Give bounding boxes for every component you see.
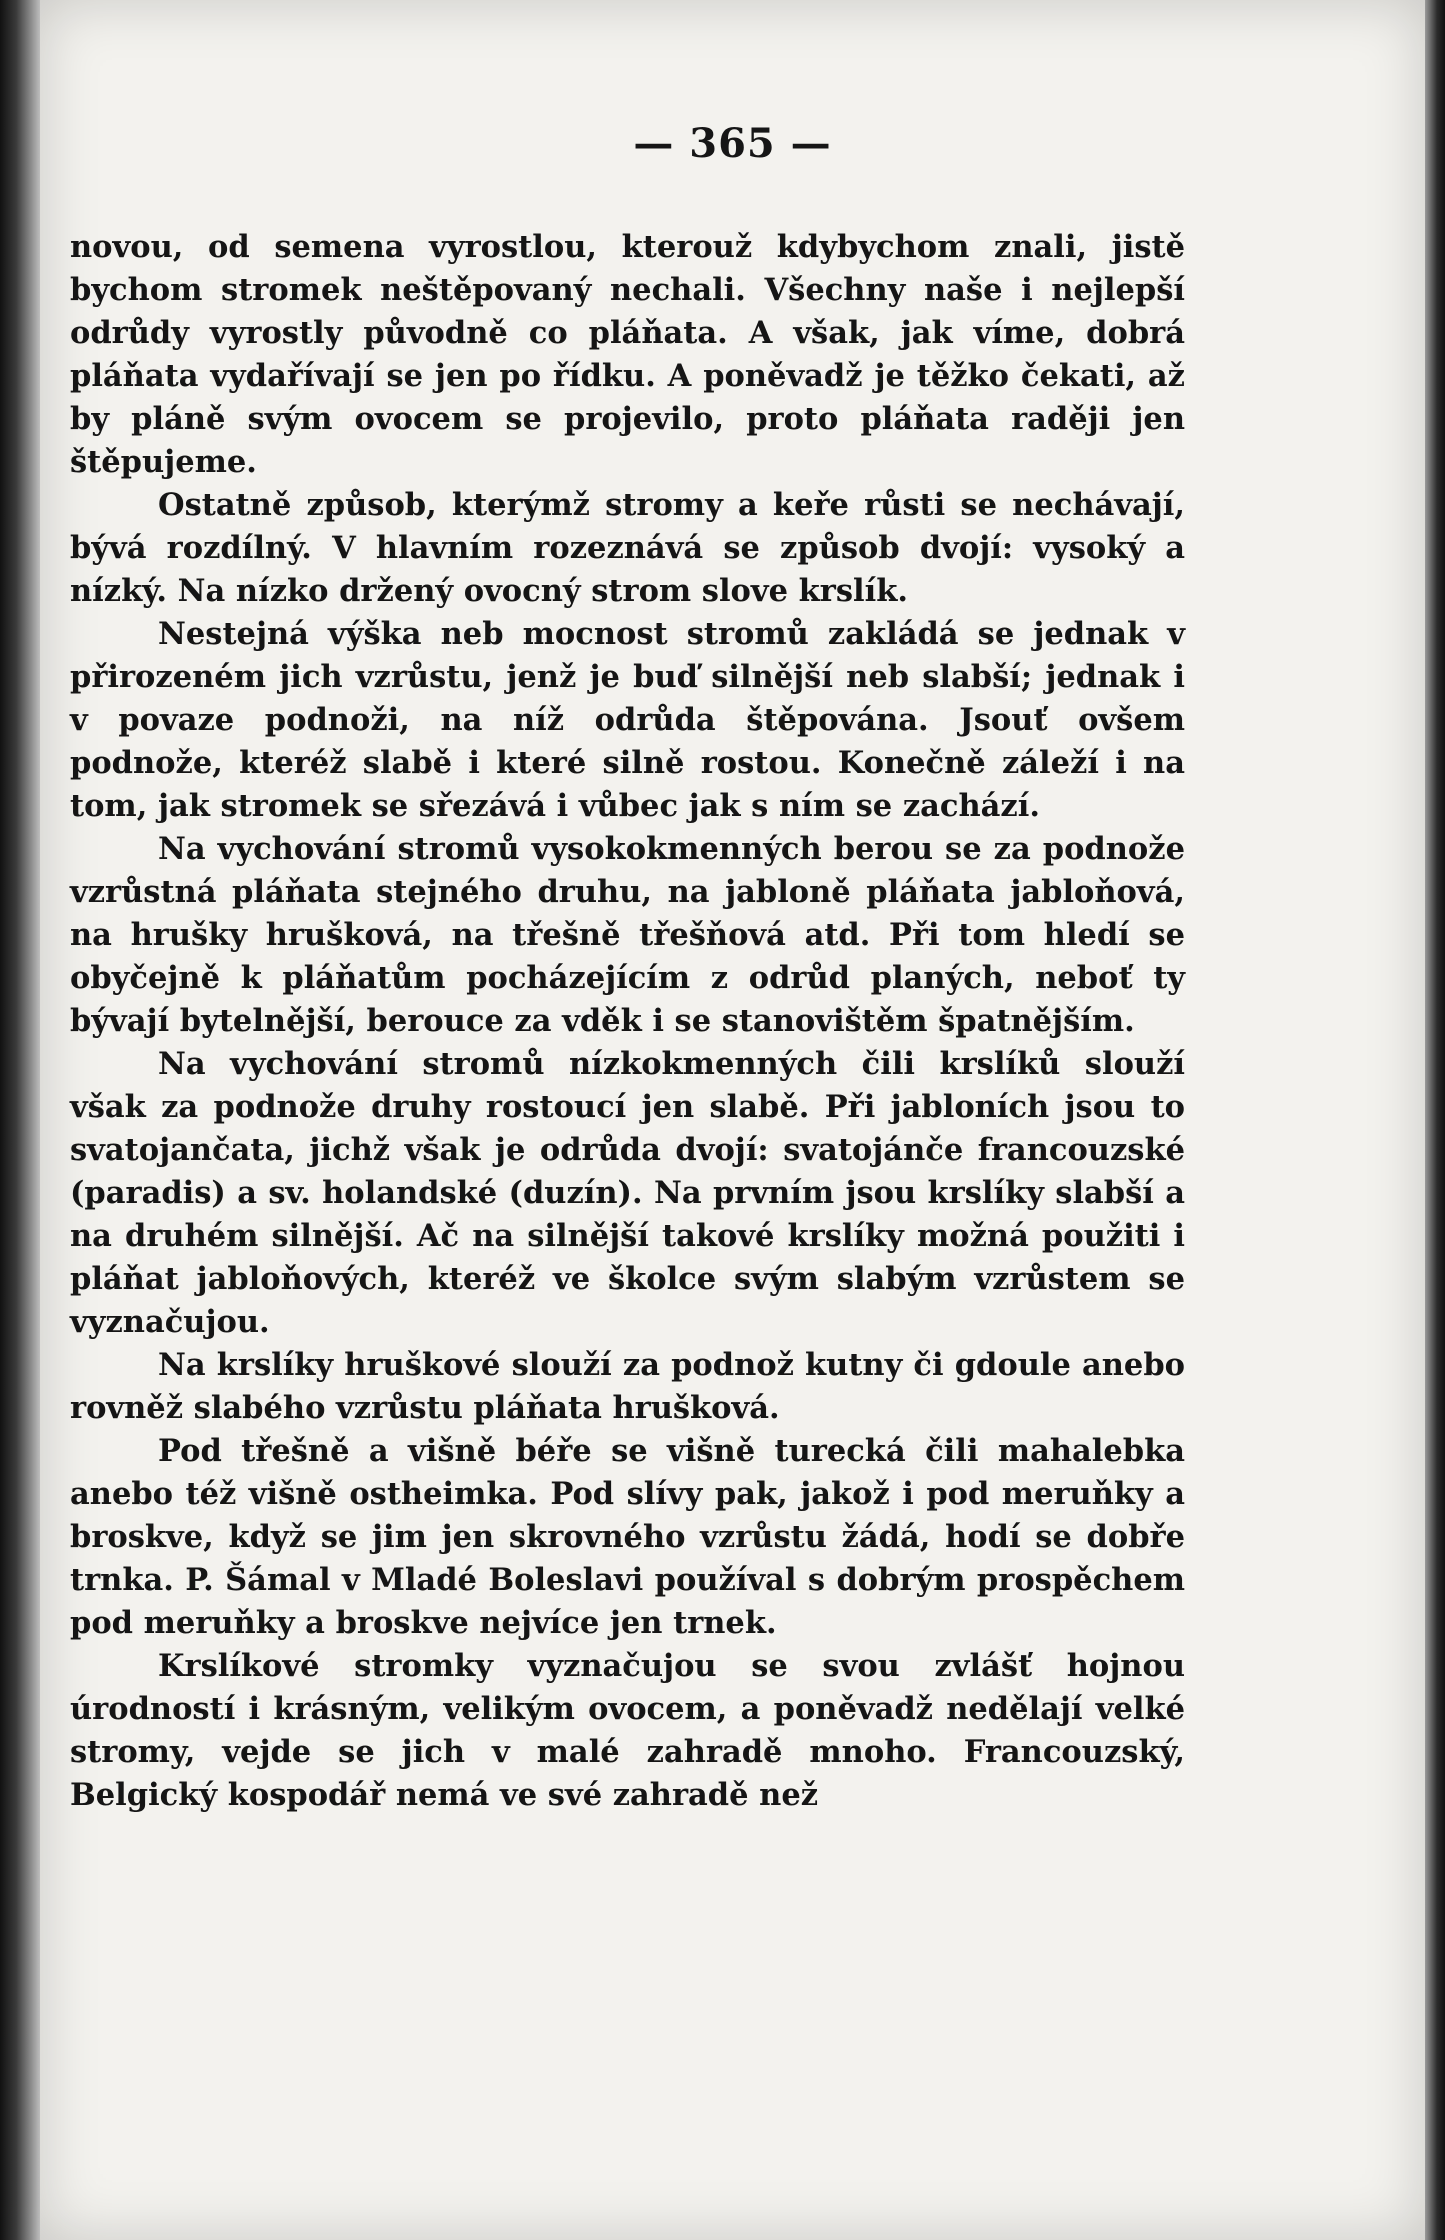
book-page: [40, 0, 1425, 2240]
paragraph: Na vychování stromů vysokokmenných berou se za podnože vzrůstná pláňata stejného druhu, na jabloně pláňata jabloňová, na hrušky hrušková, na třešně třešňová atd. Při tom hledí se obyčejně k pláňatům pocházejícím z odrůd planých, neboť ty bývají bytelnější, berouce za vděk i se stanovištěm špatnějším.: [70, 831, 1185, 1039]
paragraph: Nestejná výška neb mocnost stromů zakládá se jednak v přirozeném jich vzrůstu, jenž je buď silnější neb slabší; jednak i v povaze podnoži, na níž odrůda štěpována. Jsouť ovšem podnože, kteréž slabě i které silně rostou. Konečně záleží i na tom, jak stromek se sřezává i vůbec jak s ním se zachází.: [70, 616, 1185, 824]
paragraph: Pod třešně a višně béře se višně turecká čili mahalebka anebo též višně ostheimka. Pod slívy pak, jakož i pod meruňky a broskve, když se jim jen skrovného vzrůstu žádá, hodí se dobře trnka. P. Šámal v Mladé Boleslavi používal s dobrým prospěchem pod meruňky a broskve nejvíce jen trnek.: [70, 1433, 1185, 1641]
paragraph: novou, od semena vyrostlou, kterouž kdybychom znali, jistě bychom stromek neštěpovaný nechali. Všechny naše i nejlepší odrůdy vyrostly původně co pláňata. A však, jak víme, dobrá pláňata vydařívají se jen po řídku. A poněvadž je těžko čekati, až by pláně svým ovocem se projevilo, proto pláňata raději jen štěpujeme.: [70, 229, 1185, 480]
binding-edge: [0, 0, 40, 2240]
page-number: — 365 —: [633, 120, 832, 167]
body-text: [70, 226, 1185, 1817]
paragraph: Na vychování stromů nízkokmenných čili krslíků slouží však za podnože druhy rostoucí jen slabě. Při jabloních jsou to svatojančata, jichž však je odrůda dvojí: svatojánče francouzské (paradis) a sv. holandské (duzín). Na prvním jsou krslíky slabší a na druhém silnější. Ač na silnější takové krslíky možná použiti i pláňat jabloňových, kteréž ve školce svým slabým vzrůstem se vyznačujou.: [70, 1046, 1185, 1340]
paragraph: Ostatně způsob, kterýmž stromy a keře růsti se nechávají, bývá rozdílný. V hlavním rozeznává se způsob dvojí: vysoký a nízký. Na nízko držený ovocný strom slove krslík.: [70, 487, 1185, 609]
page-edge: [1425, 0, 1445, 2240]
paragraph: Na krslíky hruškové slouží za podnož kutny či gdoule anebo rovněž slabého vzrůstu pláňata hrušková.: [70, 1347, 1185, 1426]
paragraph: Krslíkové stromky vyznačujou se svou zvlášť hojnou úrodností i krásným, velikým ovocem, a poněvadž nedělají velké stromy, vejde se jich v malé zahradě mnoho. Francouzský, Belgický kospodář nemá ve své zahradě než: [70, 1648, 1185, 1813]
